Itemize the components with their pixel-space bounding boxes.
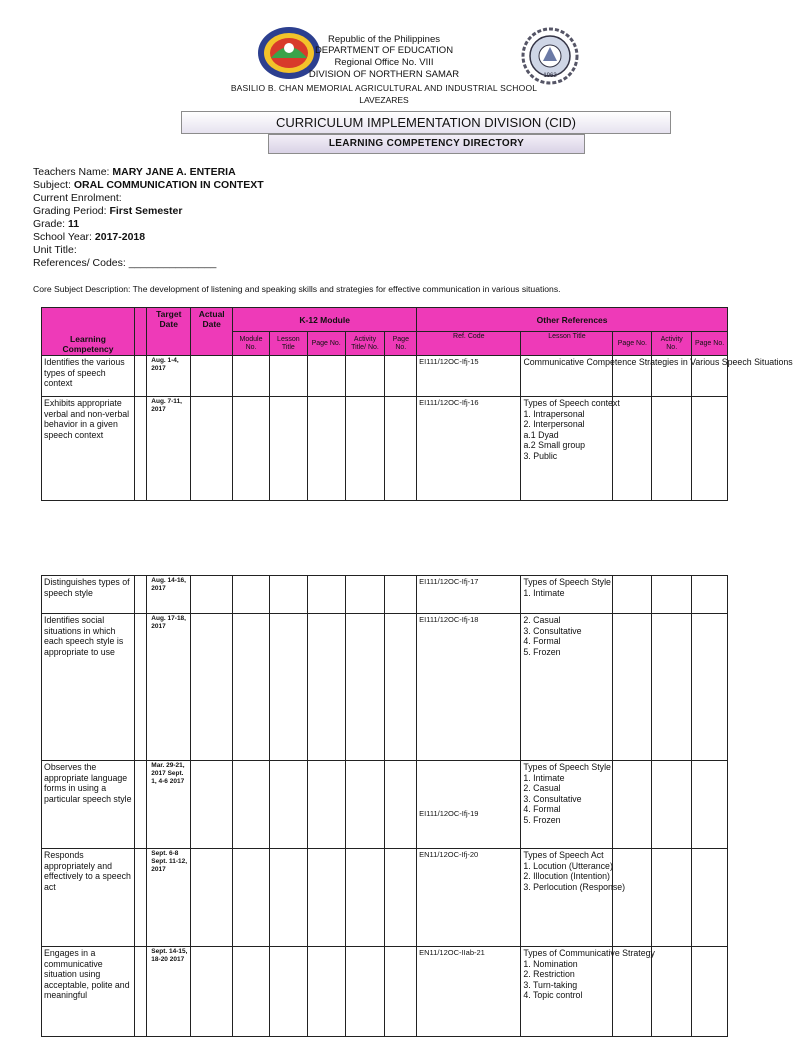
col-blank (135, 308, 147, 356)
ref-code-cell: EI111/12OC-Ifj-19 (417, 761, 521, 849)
lesson-line: 1. Intrapersonal (523, 408, 585, 419)
competency-cell: Identifies the various types of speech context (42, 356, 135, 397)
lesson-line: 5. Frozen (523, 814, 561, 825)
lesson-title-cell (521, 849, 626, 947)
col-other-page-no: Page No. (692, 332, 728, 356)
lesson-line: Types of Speech Act (523, 850, 604, 860)
table-row (42, 849, 728, 947)
ref-code-cell: EI111/12OC-Ifj-18 (417, 614, 521, 761)
header-line-3: Regional Office No. VIII (334, 57, 434, 68)
target-date-cell: Sept. 6-8 Sept. 11-12, 2017 (147, 849, 191, 947)
lesson-line: 4. Topic control (523, 990, 583, 1001)
ref-code-cell: EN11/12OC-IIab-21 (417, 947, 521, 1037)
col-module-no: Module No. (233, 332, 270, 356)
col-other-references: Other References (417, 308, 728, 332)
lesson-line: Communicative Competence Strategies in Various Speech Situations (523, 357, 793, 367)
lesson-title-cell (521, 947, 655, 1037)
school-location: LAVEZARES (359, 95, 409, 105)
enrolment-line: Current Enrolment: (33, 192, 122, 204)
lesson-line: 2. Casual (523, 783, 561, 794)
lesson-line: 5. Frozen (523, 646, 561, 657)
lesson-line: Types of Communicative Strategy (523, 948, 655, 958)
competency-cell: Engages in a communicative situation using acceptable, polite and meaningful (42, 947, 135, 1037)
ref-code-cell: EI111/12OC-Ifj-15 (417, 356, 521, 397)
lesson-line: Types of Speech context (523, 398, 620, 408)
target-date-cell: Aug. 14-16, 2017 (147, 576, 191, 614)
lesson-title-cell (521, 761, 613, 849)
competency-cell: Exhibits appropriate verbal and non-verbal behavior in a given speech context (42, 397, 135, 501)
lesson-line: 3. Public (523, 450, 558, 461)
lesson-line: 1. Intimate (523, 587, 565, 598)
competency-cell: Observes the appropriate language forms in using a particular speech style (42, 761, 135, 849)
col-activity-title: Activity Title/ No. (345, 332, 385, 356)
lesson-line: Types of Speech Style (523, 762, 611, 772)
grade-line: Grade: 11 (33, 218, 80, 230)
target-date-cell: Aug. 17-18, 2017 (147, 614, 191, 761)
lesson-title-cell (521, 397, 620, 501)
title-box: CURRICULUM IMPLEMENTATION DIVISION (CID) (181, 111, 671, 134)
target-date-cell: Aug. 1-4, 2017 (147, 356, 191, 397)
header-line-2: DEPARTMENT OF EDUCATION (314, 45, 454, 56)
col-other-page-no: Page No. (613, 332, 652, 356)
table-row (42, 614, 728, 761)
lesson-title-cell (521, 614, 613, 761)
seal-year: 1963 (543, 73, 557, 79)
col-actual-date: Actual Date (191, 308, 233, 356)
competency-table-1 (41, 307, 793, 501)
lesson-line: 1. Locution (Utterance) (523, 860, 613, 871)
core-subject-description: Core Subject Description: The development of listening and speaking skills and strategies for effective communication in various situations. (33, 284, 561, 294)
col-target-date: Target Date (147, 308, 191, 356)
ref-code-cell: EI111/12OC-Ifj-17 (417, 576, 521, 614)
lesson-title-cell (521, 576, 613, 614)
header-line-1: Republic of the Philippines (328, 34, 440, 45)
lesson-title-cell (521, 356, 793, 397)
teacher-name-line: Teachers Name: MARY JANE A. ENTERIA (33, 166, 236, 178)
table-row (42, 947, 728, 1037)
references-line: References/ Codes: _______________ (33, 257, 217, 269)
table-row (42, 576, 728, 614)
subject-line: Subject: ORAL COMMUNICATION IN CONTEXT (33, 179, 264, 191)
target-date-cell: Mar. 29-21, 2017 Sept. 1, 4-6 2017 (147, 761, 191, 849)
lesson-line: Types of Speech Style (523, 577, 611, 587)
col-page-no: Page No. (307, 332, 345, 356)
competency-table-2 (41, 575, 728, 1037)
lesson-line: 2. Illocution (Intention) (523, 871, 610, 882)
ref-code-cell: EI111/12OC-Ifj-16 (417, 397, 521, 501)
lesson-line: a.2 Small group (523, 440, 586, 451)
lesson-line: 2. Casual (523, 615, 561, 625)
lesson-line: 2. Restriction (523, 969, 575, 980)
lesson-line: 3. Perlocution (Response) (523, 881, 626, 892)
subtitle-box: LEARNING COMPETENCY DIRECTORY (268, 134, 585, 154)
school-year-line: School Year: 2017-2018 (33, 231, 146, 243)
school-name: BASILIO B. CHAN MEMORIAL AGRICULTURAL AND INDUSTRIAL SCHOOL (230, 83, 538, 93)
lesson-line: a.1 Dyad (523, 429, 559, 440)
lesson-line: 3. Consultative (523, 625, 582, 636)
competency-cell: Distinguishes types of speech style (42, 576, 135, 614)
target-date-cell: Sept. 14-15, 18-20 2017 (147, 947, 191, 1037)
lesson-line: 4. Formal (523, 636, 561, 647)
ref-code-cell: EN11/12OC-Ifj-20 (417, 849, 521, 947)
lesson-line: 3. Consultative (523, 793, 582, 804)
col-page-no: Page No. (385, 332, 417, 356)
lesson-line: 2. Interpersonal (523, 419, 585, 430)
col-learning-competency: Learning Competency (42, 308, 135, 356)
grading-period-line: Grading Period: First Semester (33, 205, 183, 217)
lesson-line: 3. Turn-taking (523, 979, 578, 990)
competency-cell: Identifies social situations in which each speech style is appropriate to use (42, 614, 135, 761)
lesson-line: 1. Nomination (523, 958, 578, 969)
col-k12-module: K-12 Module (233, 308, 417, 332)
table-row (42, 356, 728, 397)
col-ref-code: Ref. Code (417, 332, 521, 356)
lesson-line: 1. Intimate (523, 772, 565, 783)
competency-cell: Responds appropriately and effectively to a speech act (42, 849, 135, 947)
header-line-4: DIVISION OF NORTHERN SAMAR (308, 69, 460, 80)
col-activity-no: Activity No. (652, 332, 692, 356)
col-lesson-title: Lesson Title (269, 332, 307, 356)
unit-title-line: Unit Title: (33, 244, 77, 256)
col-other-lesson-title: Lesson Title (521, 332, 613, 356)
table-row (42, 397, 728, 501)
table-row (42, 761, 728, 849)
lesson-line: 4. Formal (523, 804, 561, 815)
target-date-cell: Aug. 7-11, 2017 (147, 397, 191, 501)
